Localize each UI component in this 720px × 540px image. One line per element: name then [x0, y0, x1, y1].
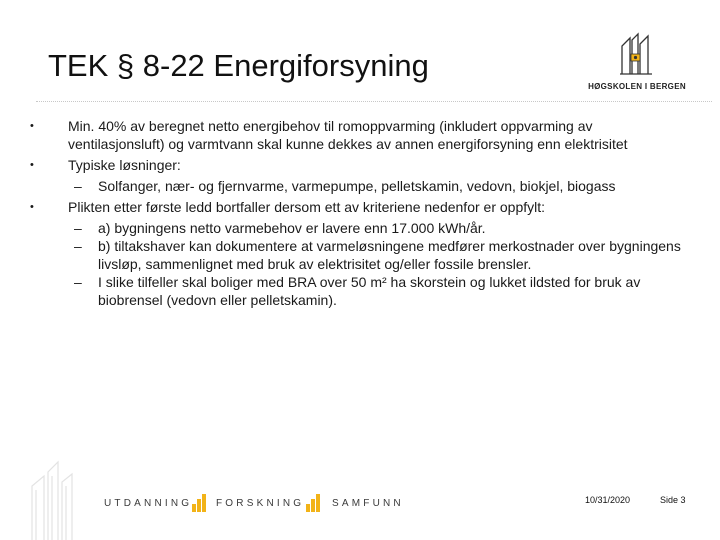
- bullet-text: Typiske løsninger:: [68, 157, 181, 173]
- sub-bullet-text: Solfanger, nær- og fjernvarme, varmepumpe, pelletskamin, vedovn, biokjel, biogass: [98, 178, 616, 194]
- bullet-text: Plikten etter første ledd bortfaller dersom ett av kriteriene nedenfor er oppfylt:: [68, 199, 546, 215]
- hib-building-icon: [618, 30, 656, 76]
- slide-title: TEK § 8-22 Energiforsyning: [48, 48, 429, 83]
- bullet-item: [30, 117, 690, 153]
- gold-bars-icon: [306, 494, 320, 512]
- bullet-item: [30, 198, 690, 216]
- bullet-marker: •: [30, 201, 34, 213]
- bullet-list: [30, 117, 690, 309]
- footer-nav-item-utdanning: UTDANNING: [104, 498, 193, 509]
- logo-text: HØGSKOLEN I BERGEN: [588, 82, 686, 91]
- sub-bullet-item: [30, 219, 690, 237]
- bullet-item: [30, 156, 690, 174]
- sub-bullet-item: [30, 177, 690, 195]
- watermark-building-icon: [28, 456, 88, 540]
- footer-date: 10/31/2020: [585, 495, 631, 505]
- bullet-marker: •: [30, 120, 34, 132]
- sub-bullet-marker: –: [74, 178, 82, 194]
- sub-bullet-marker: –: [74, 274, 82, 290]
- sub-bullet-text: b) tiltakshaver kan dokumentere at varmeløsningene medfører merkostnader over bygningens livsløp, sammenlignet med bruk av elektrisitet og/eller fossile brensler.: [98, 238, 681, 272]
- bullet-text: Min. 40% av beregnet netto energibehov til romoppvarming (inkludert oppvarming av ventilasjonsluft) og varmtvann skal kunne dekkes av annen energiforsyning enn elektrisitet: [68, 118, 628, 152]
- footer-page-number: Side 3: [660, 495, 686, 505]
- sub-bullet-text: I slike tilfeller skal boliger med BRA over 50 m² ha skorstein og lukket ildsted for bruk av biobrensel (vedovn eller pelletskamin).: [98, 274, 641, 308]
- bullet-marker: •: [30, 159, 34, 171]
- sub-bullet-item: [30, 273, 690, 309]
- sub-bullet-marker: –: [74, 220, 82, 236]
- title-divider: [36, 101, 712, 102]
- sub-bullet-item: [30, 237, 690, 273]
- hib-logo: [584, 30, 690, 96]
- footer-nav-item-samfunn: SAMFUNN: [332, 498, 404, 509]
- sub-bullet-marker: –: [74, 238, 82, 254]
- footer-nav-item-forskning: FORSKNING: [216, 498, 305, 509]
- sub-bullet-text: a) bygningens netto varmebehov er lavere enn 17.000 kWh/år.: [98, 220, 486, 236]
- gold-bars-icon: [192, 494, 206, 512]
